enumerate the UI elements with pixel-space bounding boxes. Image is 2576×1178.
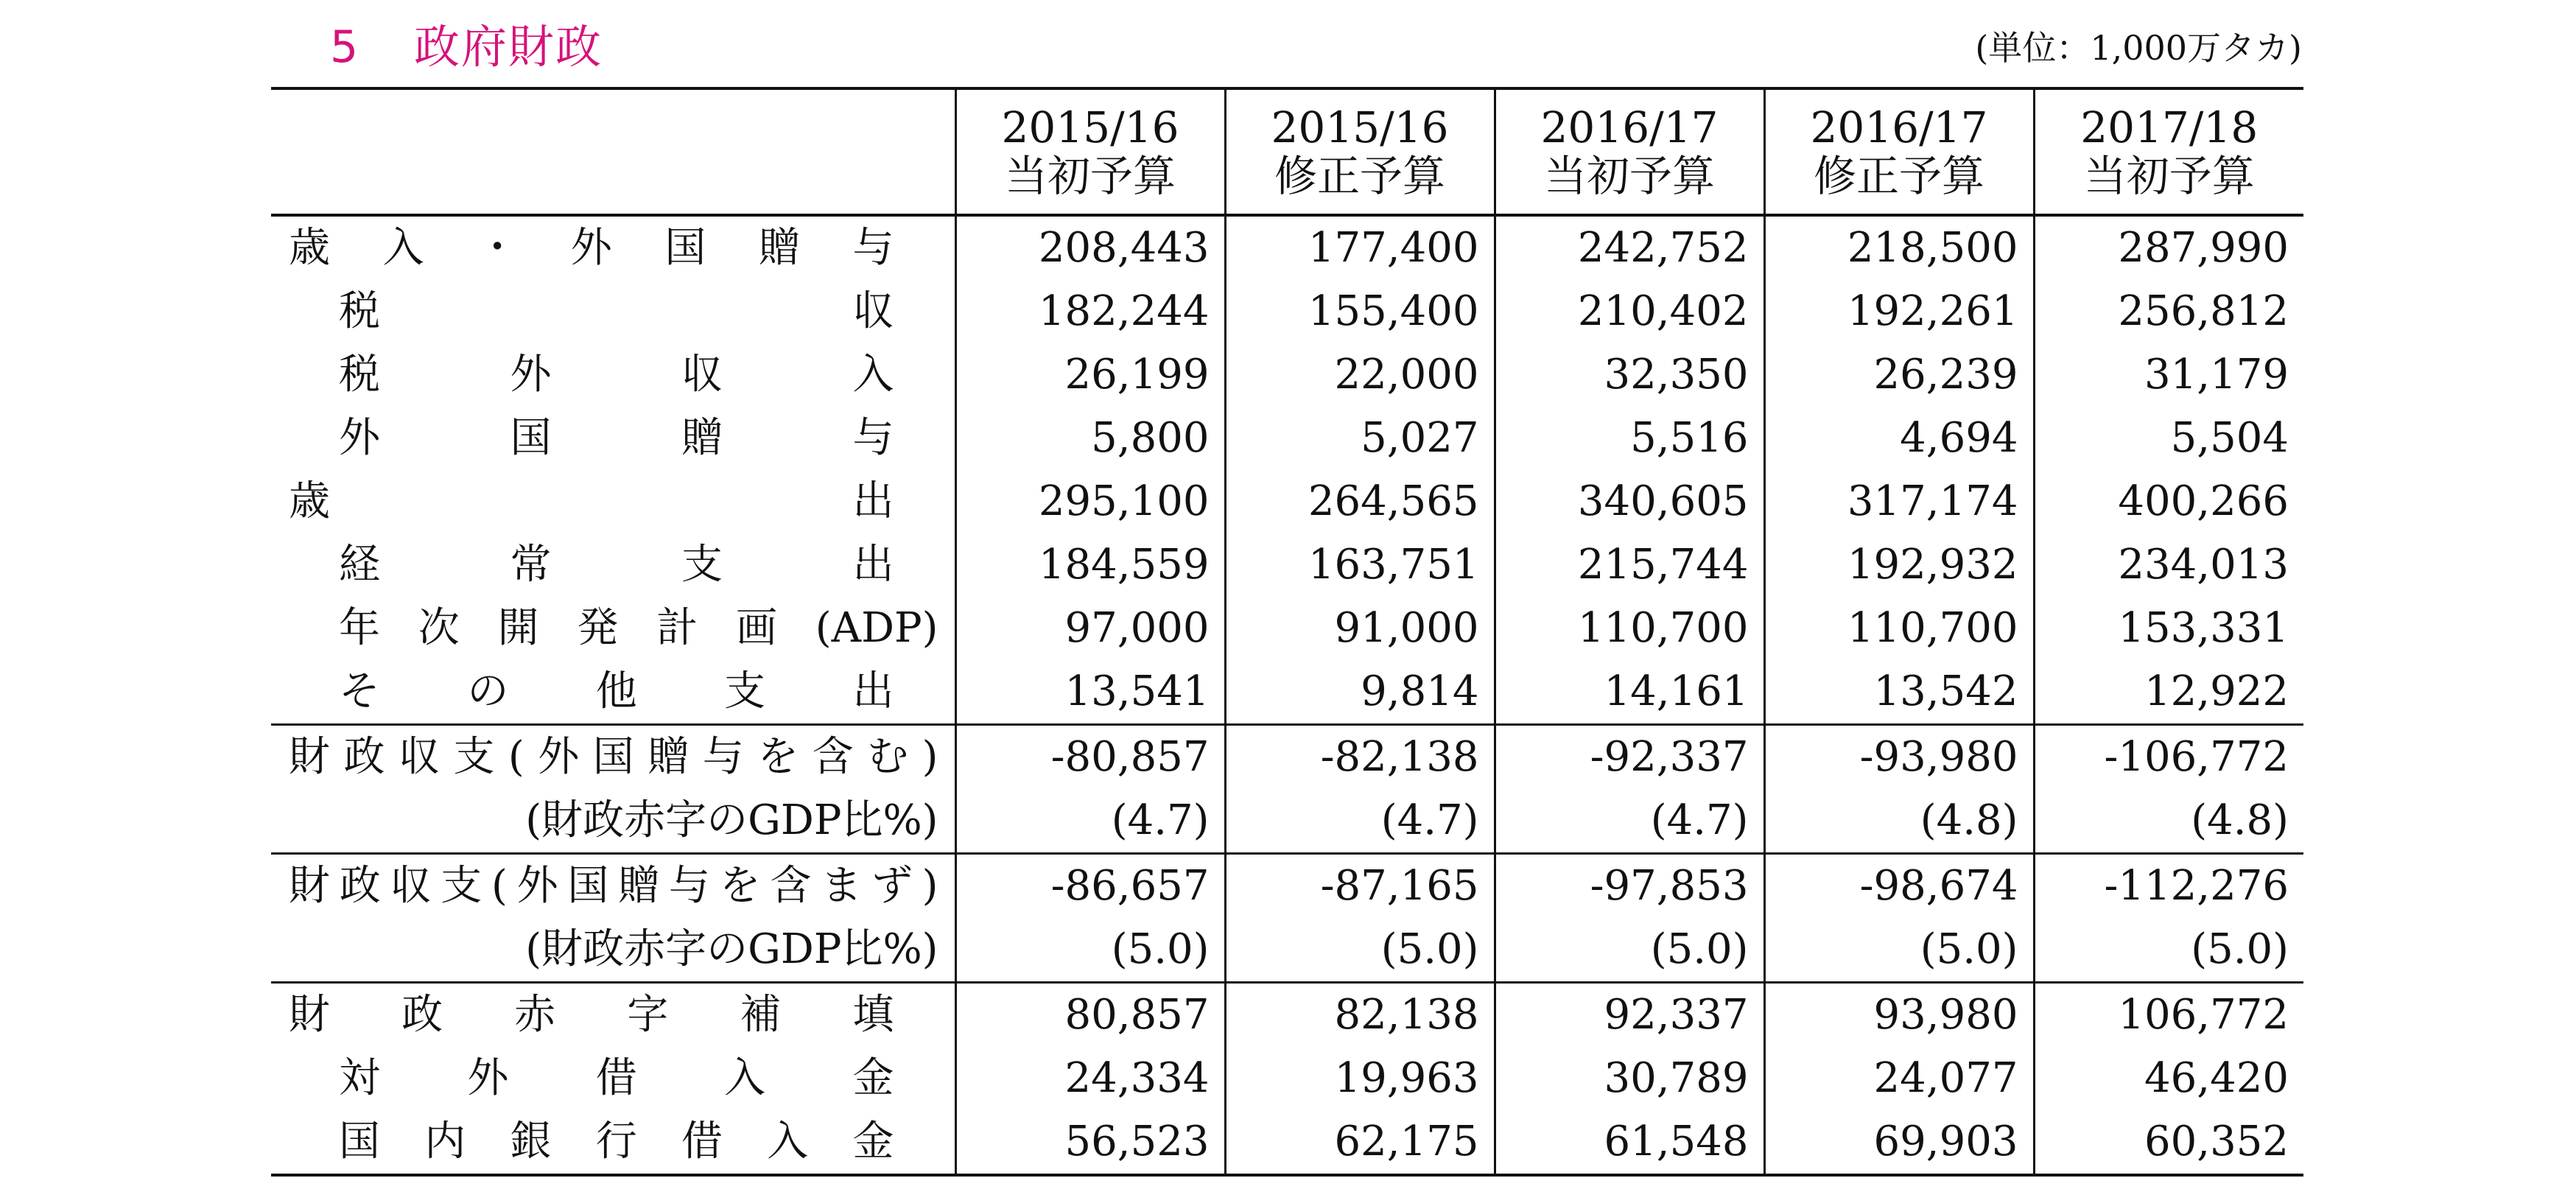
table-cell: (5.0) (1764, 918, 2034, 983)
table-cell: (5.0) (1495, 918, 1764, 983)
row-label-text: 財政赤字補填 (289, 991, 938, 1039)
table-cell: 192,932 (1764, 533, 2034, 597)
table-cell: 192,261 (1764, 280, 2034, 343)
unit-note: (単位：1,000万タカ) (1975, 28, 2302, 68)
row-label-text: 経常支出 (339, 541, 938, 589)
table-cell: 62,175 (1225, 1110, 1495, 1175)
table-cell: 215,744 (1495, 533, 1764, 597)
row-label-text: (財政赤字のGDP比%) (525, 925, 938, 973)
column-year: 2016/17 (1810, 102, 1988, 152)
table-row (271, 407, 2303, 470)
table-row (271, 470, 2303, 533)
table-cell: 13,541 (955, 660, 1225, 725)
table-cell: (5.0) (2034, 918, 2303, 983)
table-row (271, 918, 2303, 983)
table-cell: 110,700 (1764, 597, 2034, 660)
table-row (271, 215, 2303, 280)
row-label (271, 983, 955, 1048)
table-cell: 153,331 (2034, 597, 2303, 660)
table-cell: 340,605 (1495, 470, 1764, 533)
table-cell: 12,922 (2034, 660, 2303, 725)
table-header-area (0, 0, 2576, 87)
row-label (271, 1047, 955, 1110)
table-row (271, 533, 2303, 597)
table-row (271, 854, 2303, 919)
row-label-text: 歳入・外国贈与 (289, 224, 938, 272)
row-label (271, 918, 955, 983)
table-cell: 234,013 (2034, 533, 2303, 597)
table-cell: 80,857 (955, 983, 1225, 1048)
table-row (271, 725, 2303, 790)
table-row (271, 1110, 2303, 1175)
table-cell: 97,000 (955, 597, 1225, 660)
table-cell: 91,000 (1225, 597, 1495, 660)
column-header (1225, 88, 1495, 215)
table-cell: -80,857 (955, 725, 1225, 790)
section-number: 5 (330, 21, 359, 73)
column-year: 2015/16 (1271, 102, 1449, 152)
table-row (271, 789, 2303, 854)
table-cell: 93,980 (1764, 983, 2034, 1048)
row-label-header (271, 88, 955, 215)
row-label-text: 税収 (339, 287, 938, 335)
row-label-text: (財政赤字のGDP比%) (525, 796, 938, 844)
table-cell: 60,352 (2034, 1110, 2303, 1175)
row-label (271, 215, 955, 280)
row-label-text: 国内銀行借入金 (339, 1118, 938, 1165)
row-label-text: 財政収支(外国贈与を含む) (289, 733, 938, 781)
column-budget-type: 修正予算 (1813, 151, 1984, 201)
table-cell: 177,400 (1225, 215, 1495, 280)
table-cell: 317,174 (1764, 470, 2034, 533)
table-cell: (4.7) (955, 789, 1225, 854)
column-header (1764, 88, 2034, 215)
row-label (271, 280, 955, 343)
table-cell: (5.0) (955, 918, 1225, 983)
row-label (271, 660, 955, 725)
table-cell: 26,239 (1764, 343, 2034, 407)
government-finance-table (271, 87, 2303, 1177)
table-cell: 24,334 (955, 1047, 1225, 1110)
table-cell: 24,077 (1764, 1047, 2034, 1110)
row-label (271, 533, 955, 597)
table-cell: 26,199 (955, 343, 1225, 407)
table-cell: 61,548 (1495, 1110, 1764, 1175)
table-cell: (4.7) (1225, 789, 1495, 854)
column-year: 2015/16 (1001, 102, 1179, 152)
table-cell: 14,161 (1495, 660, 1764, 725)
table-cell: -106,772 (2034, 725, 2303, 790)
table-row (271, 660, 2303, 725)
row-label (271, 597, 955, 660)
column-budget-type: 当初予算 (2083, 151, 2255, 201)
row-label (271, 407, 955, 470)
column-year: 2016/17 (1540, 102, 1719, 152)
table-cell: 155,400 (1225, 280, 1495, 343)
column-budget-type: 修正予算 (1274, 151, 1445, 201)
table-cell: -82,138 (1225, 725, 1495, 790)
row-label-text: 年次開発計画(ADP) (339, 604, 938, 652)
table-cell: 22,000 (1225, 343, 1495, 407)
row-label-text: その他支出 (339, 667, 938, 715)
row-label (271, 470, 955, 533)
table-cell: -92,337 (1495, 725, 1764, 790)
table-cell: -86,657 (955, 854, 1225, 919)
row-label (271, 789, 955, 854)
table-cell: 5,504 (2034, 407, 2303, 470)
table-cell: (4.8) (1764, 789, 2034, 854)
column-budget-type: 当初予算 (1543, 151, 1715, 201)
table-cell: 287,990 (2034, 215, 2303, 280)
table-cell: 184,559 (955, 533, 1225, 597)
table-cell: (4.7) (1495, 789, 1764, 854)
table-cell: -97,853 (1495, 854, 1764, 919)
row-label-text: 財政収支(外国贈与を含まず) (289, 862, 938, 910)
table-cell: 69,903 (1764, 1110, 2034, 1175)
table-cell: 106,772 (2034, 983, 2303, 1048)
section-title: 政府財政 (414, 20, 603, 74)
table-cell: 163,751 (1225, 533, 1495, 597)
table-cell: 5,516 (1495, 407, 1764, 470)
table-cell: 30,789 (1495, 1047, 1764, 1110)
column-header (955, 88, 1225, 215)
table-cell: -93,980 (1764, 725, 2034, 790)
table-cell: (4.8) (2034, 789, 2303, 854)
table-cell: 32,350 (1495, 343, 1764, 407)
table-cell: 210,402 (1495, 280, 1764, 343)
row-label-text: 対外借入金 (339, 1054, 938, 1102)
table-cell: 9,814 (1225, 660, 1495, 725)
table-cell: -87,165 (1225, 854, 1495, 919)
table-cell: 19,963 (1225, 1047, 1495, 1110)
column-header-row (271, 88, 2303, 215)
table-cell: 182,244 (955, 280, 1225, 343)
row-label (271, 1110, 955, 1175)
table-cell: 295,100 (955, 470, 1225, 533)
row-label (271, 854, 955, 919)
table-cell: 46,420 (2034, 1047, 2303, 1110)
table-row (271, 597, 2303, 660)
table-cell: 110,700 (1495, 597, 1764, 660)
column-header (2034, 88, 2303, 215)
row-label-text: 税外収入 (339, 351, 938, 399)
table-cell: 31,179 (2034, 343, 2303, 407)
table-row (271, 1047, 2303, 1110)
table-cell: 4,694 (1764, 407, 2034, 470)
table-cell: 208,443 (955, 215, 1225, 280)
table-cell: 13,542 (1764, 660, 2034, 725)
table-cell: 56,523 (955, 1110, 1225, 1175)
table-row (271, 983, 2303, 1048)
table-row (271, 280, 2303, 343)
table-cell: 264,565 (1225, 470, 1495, 533)
column-budget-type: 当初予算 (1004, 151, 1176, 201)
table-cell: 400,266 (2034, 470, 2303, 533)
column-header (1495, 88, 1764, 215)
table-cell: 256,812 (2034, 280, 2303, 343)
table-cell: 82,138 (1225, 983, 1495, 1048)
row-label (271, 343, 955, 407)
table-cell: 242,752 (1495, 215, 1764, 280)
table-cell: 218,500 (1764, 215, 2034, 280)
table-cell: 5,800 (955, 407, 1225, 470)
table-row (271, 343, 2303, 407)
table-cell: -112,276 (2034, 854, 2303, 919)
table-cell: -98,674 (1764, 854, 2034, 919)
column-year: 2017/18 (2080, 102, 2259, 152)
table-cell: 5,027 (1225, 407, 1495, 470)
row-label (271, 725, 955, 790)
row-label-text: 歳出 (289, 477, 938, 525)
row-label-text: 外国贈与 (339, 414, 938, 462)
table-cell: 92,337 (1495, 983, 1764, 1048)
table-cell: (5.0) (1225, 918, 1495, 983)
